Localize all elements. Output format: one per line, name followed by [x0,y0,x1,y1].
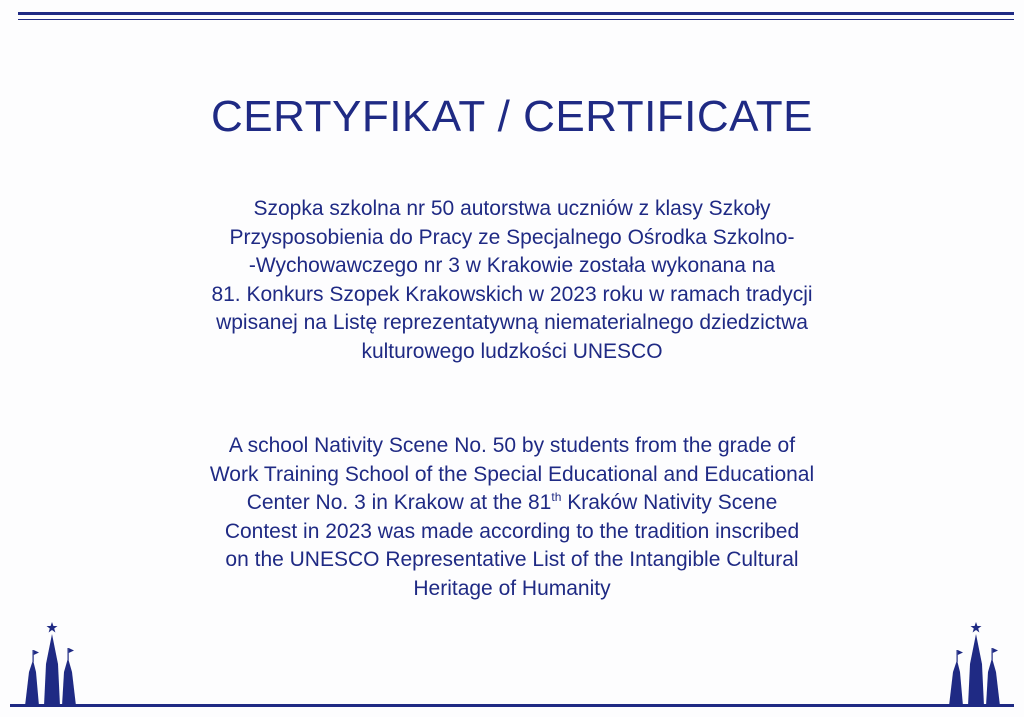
certificate-title: CERTYFIKAT / CERTIFICATE [210,92,813,141]
polish-line: Szopka szkolna nr 50 autorstwa uczniów z klasy Szkoły [253,197,771,220]
english-line-with-ordinal [140,489,884,518]
bottom-border [10,704,1014,707]
ordinal-suffix: th [551,490,562,505]
castle-towers-icon [22,620,78,706]
castle-towers-icon [946,620,1002,706]
polish-line: wpisanej na Listę reprezentatywną niematerialnego dziedzictwa [216,311,808,335]
polish-line: Przysposobienia do Pracy ze Specjalnego Ośrodka Szkolno- [229,225,795,249]
english-line: Work Training School of the Special Educational and Educational [209,462,815,486]
english-line-start: Center No. 3 in Krakow at the 81 [246,491,552,515]
english-description [140,432,884,604]
top-border-thick [18,12,1014,15]
english-line: on the UNESCO Representative List of the Intangible Cultural [225,548,799,572]
english-line: Heritage of Humanity [413,576,611,600]
polish-description [140,195,884,367]
english-line-end: Kraków Nativity Scene [561,491,778,515]
english-line: A school Nativity Scene No. 50 by students from the grade of [228,434,796,457]
polish-line: 81. Konkurs Szopek Krakowskich w 2023 roku w ramach tradycji [211,282,813,306]
polish-line: -Wychowawczego nr 3 w Krakowie została wykonana na [248,254,776,278]
polish-line: kulturowego ludzkości UNESCO [361,339,663,363]
top-border-thin [18,19,1014,20]
english-line: Contest in 2023 was made according to the tradition inscribed [224,519,800,543]
